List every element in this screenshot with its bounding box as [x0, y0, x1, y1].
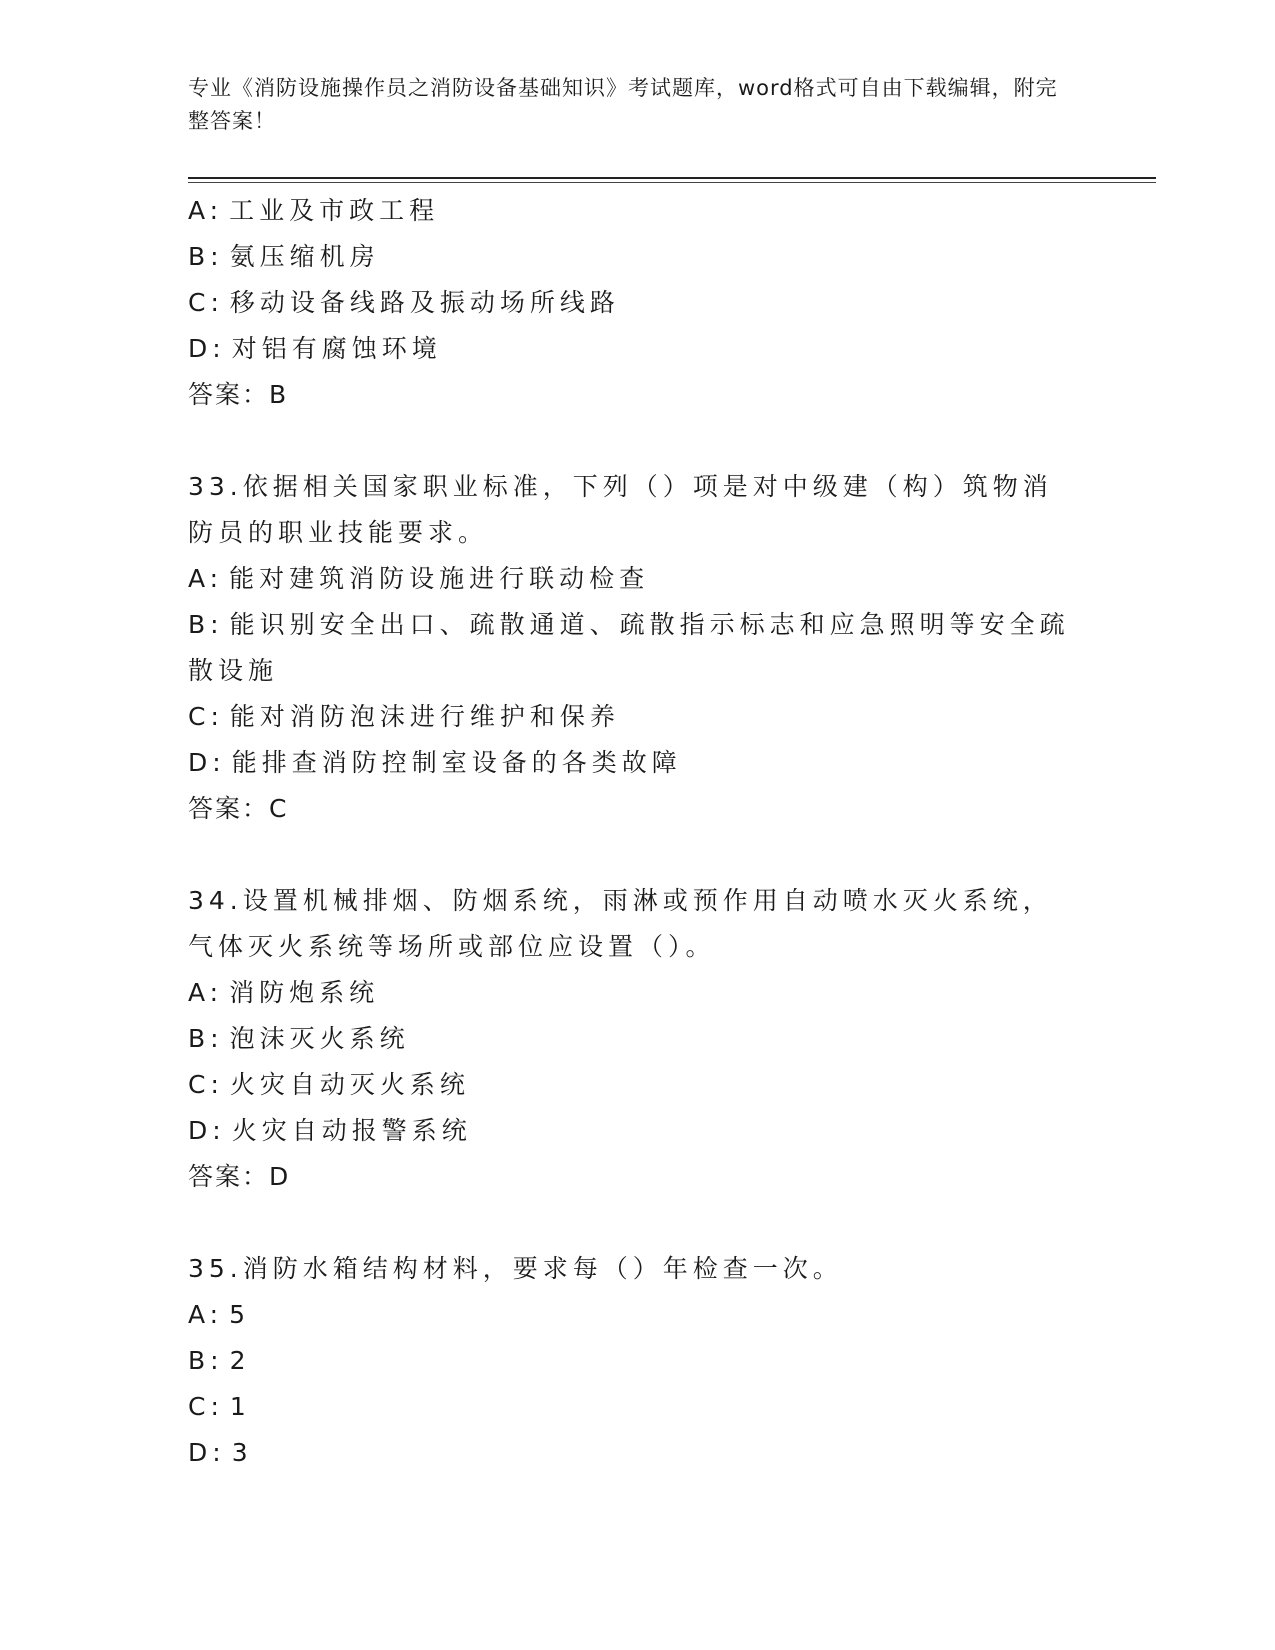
option-b: B: 能识别安全出口、疏散通道、疏散指示标志和应急照明等安全疏散设施	[188, 610, 1070, 685]
question-stem: 35.消防水箱结构材料，要求每（）年检查一次。	[188, 1254, 843, 1283]
document-header: 专业《消防设施操作员之消防设备基础知识》考试题库，word格式可自由下载编辑，附完整答案！	[188, 76, 1058, 133]
option-c: C: 移动设备线路及振动场所线路	[188, 288, 620, 317]
option-c: C: 能对消防泡沫进行维护和保养	[188, 702, 620, 731]
question-33-block	[188, 464, 1078, 832]
question-34-block	[188, 878, 1078, 1200]
question-stem: 33.依据相关国家职业标准，下列（）项是对中级建（构）筑物消防员的职业技能要求。	[188, 472, 1053, 547]
answer-line: 答案：D	[188, 1162, 291, 1191]
question-32-block	[188, 188, 1078, 418]
option-d: D: 3	[188, 1438, 253, 1467]
option-b: B: 泡沫灭火系统	[188, 1024, 410, 1053]
option-d: D: 火灾自动报警系统	[188, 1116, 472, 1145]
option-b: B: 2	[188, 1346, 251, 1375]
header-divider-thick	[188, 177, 1156, 179]
option-a: A: 能对建筑消防设施进行联动检查	[188, 564, 650, 593]
option-b: B: 氨压缩机房	[188, 242, 380, 271]
question-stem: 34.设置机械排烟、防烟系统，雨淋或预作用自动喷水灭火系统，气体灭火系统等场所或部位应设置（）。	[188, 886, 1053, 961]
question-list	[188, 188, 1078, 1476]
option-d: D: 能排查消防控制室设备的各类故障	[188, 748, 682, 777]
answer-line: 答案：B	[188, 380, 289, 409]
spacer	[188, 1200, 1078, 1246]
answer-line: 答案：C	[188, 794, 289, 823]
option-a: A: 工业及市政工程	[188, 196, 440, 225]
option-a: A: 消防炮系统	[188, 978, 380, 1007]
option-a: A: 5	[188, 1300, 250, 1329]
option-d: D: 对铝有腐蚀环境	[188, 334, 442, 363]
spacer	[188, 832, 1078, 878]
header-divider-thin	[188, 182, 1156, 183]
question-35-block	[188, 1246, 1078, 1476]
spacer	[188, 418, 1078, 464]
option-c: C: 1	[188, 1392, 251, 1421]
option-c: C: 火灾自动灭火系统	[188, 1070, 470, 1099]
